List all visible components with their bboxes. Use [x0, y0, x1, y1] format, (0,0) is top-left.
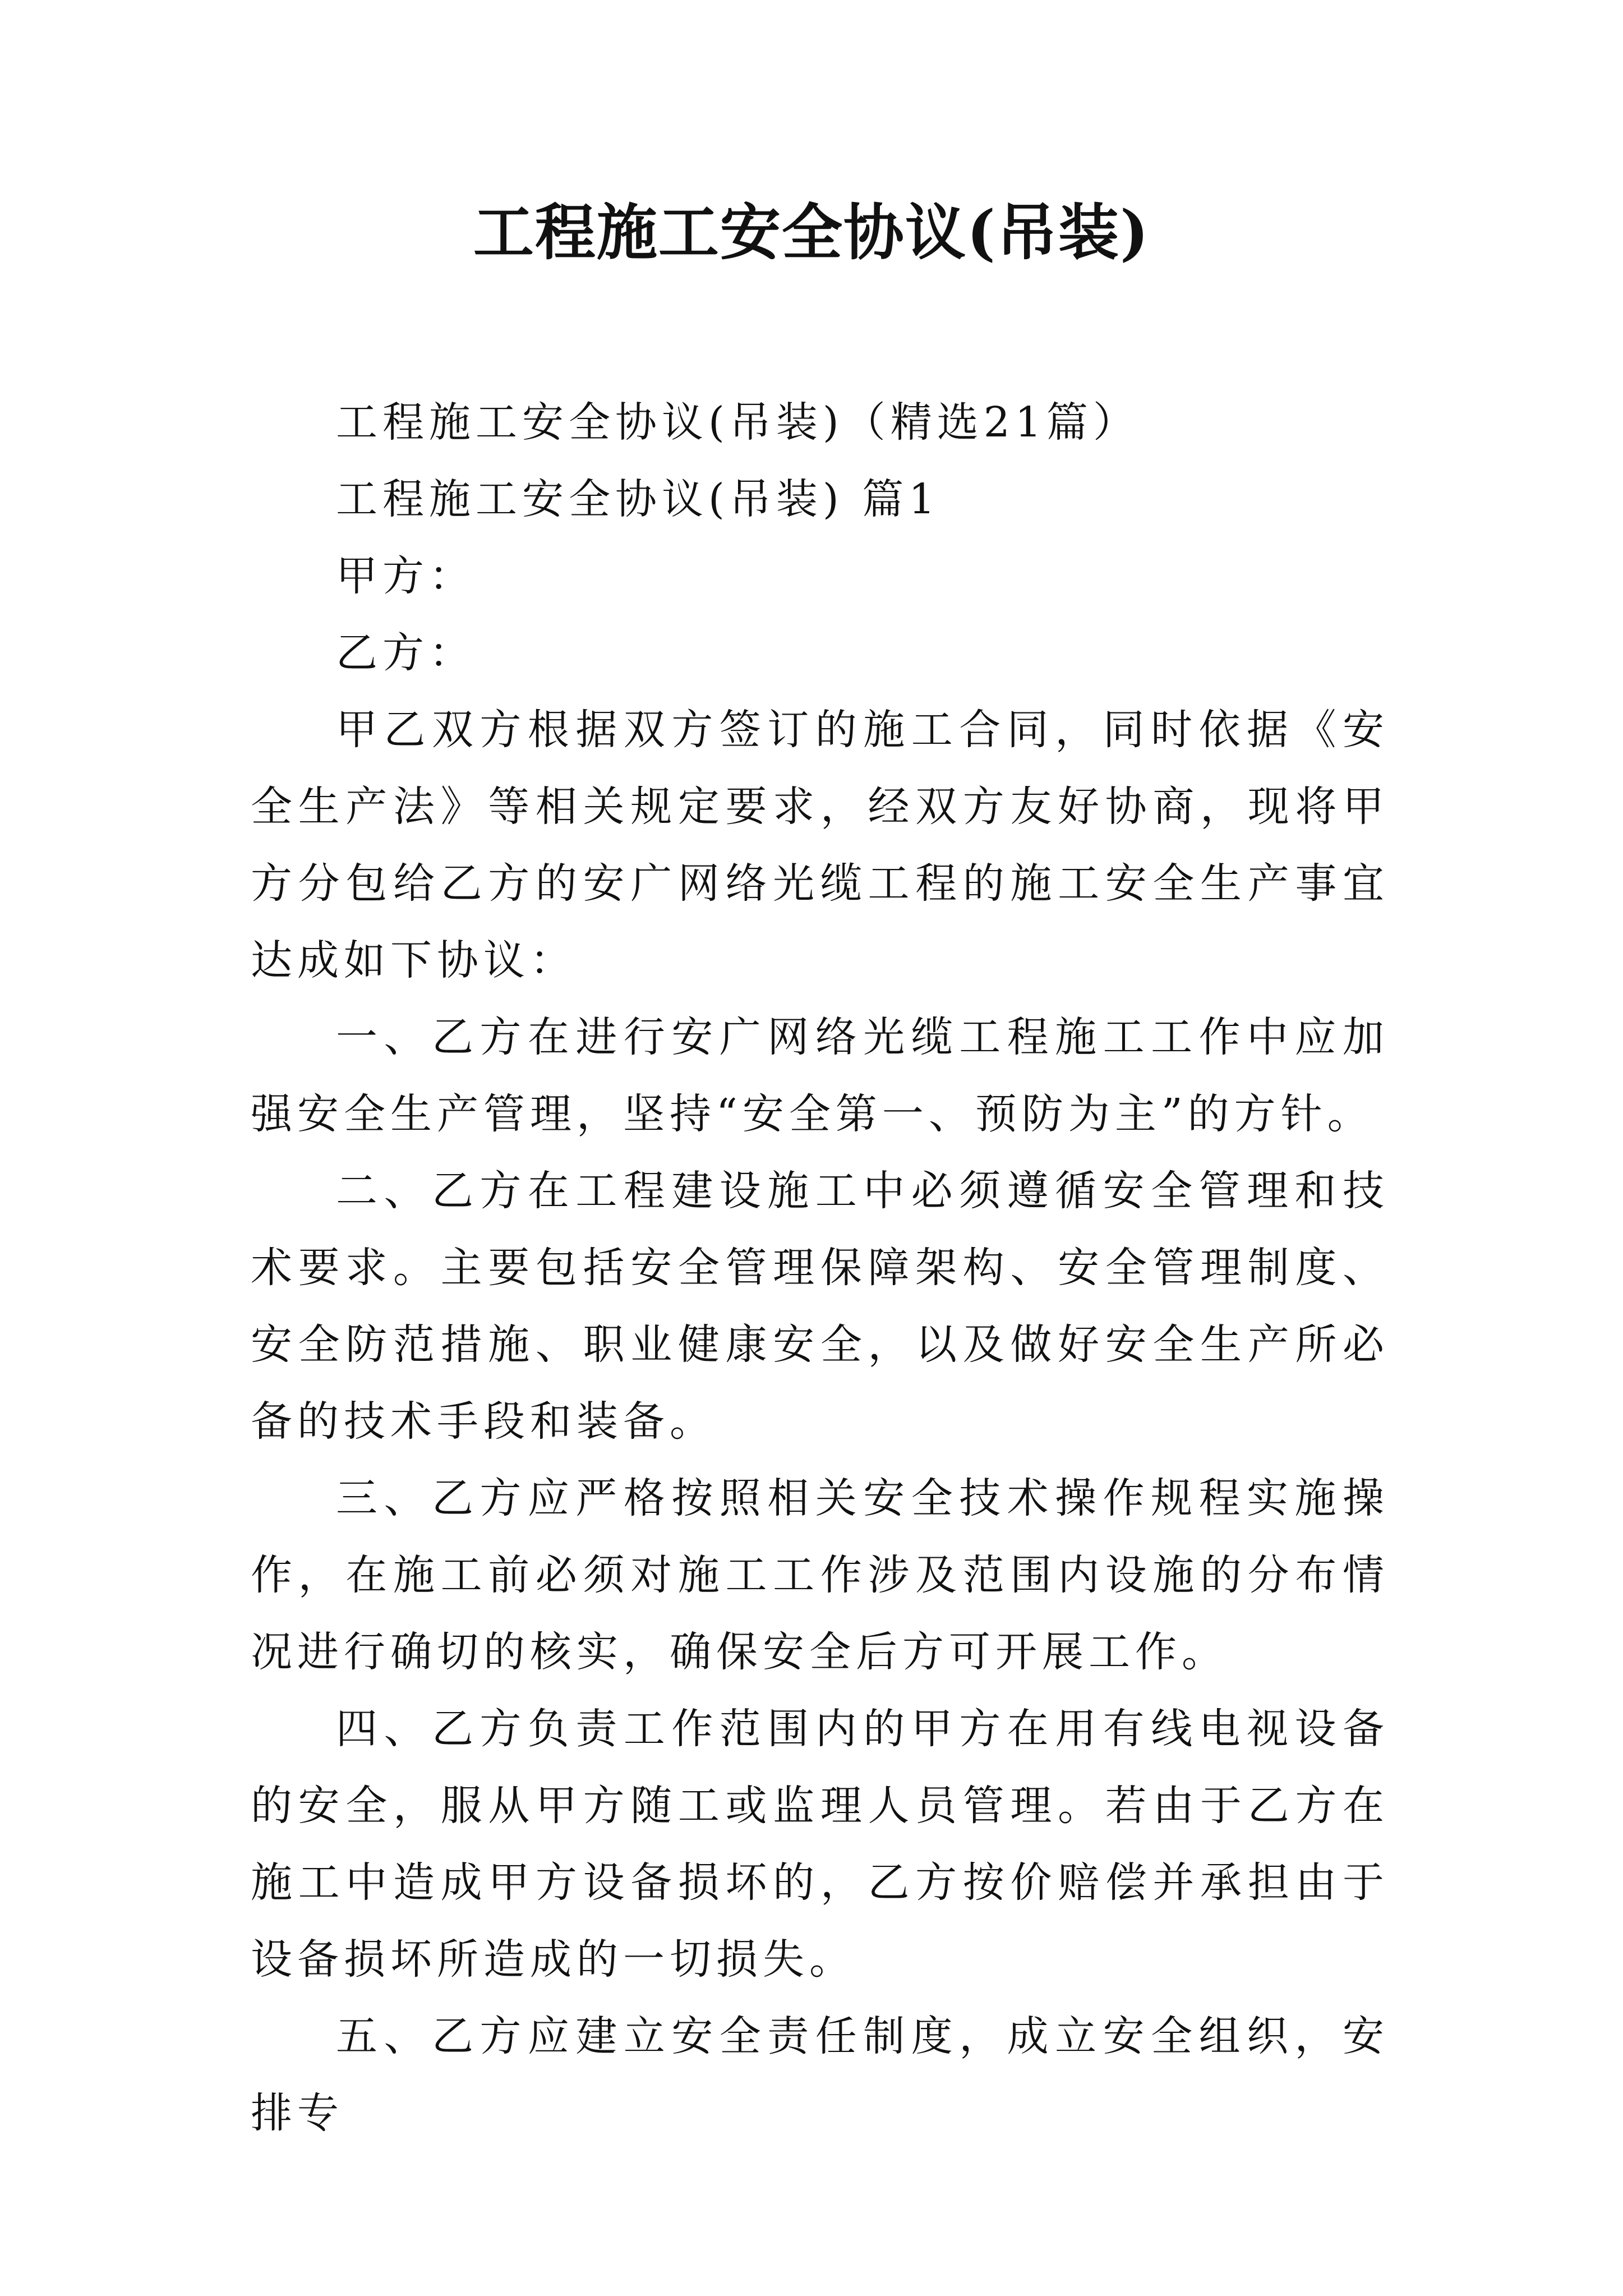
clause-paragraph-3: 三、乙方应严格按照相关安全技术操作规程实施操作，在施工前必须对施工工作涉及范围内设施的分布情况进行确切的核实，确保安全后方可开展工作。 [251, 1474, 1389, 1676]
party-b-line: 乙方： [336, 629, 476, 677]
clause-paragraph-1: 一、乙方在进行安广网络光缆工程施工工作中应加强安全生产管理，坚持“安全第一、预防为主”的方针。 [251, 1013, 1389, 1138]
preamble-paragraph: 甲乙双方根据双方签订的施工合同，同时依据《安全生产法》等相关规定要求，经双方友好协商，现将甲方分包给乙方的安广网络光缆工程的施工安全生产事宜达成如下协议： [251, 706, 1389, 984]
party-a-line: 甲方： [336, 552, 476, 600]
section-heading: 工程施工安全协议(吊装) 篇1 [336, 475, 940, 523]
document-body [251, 384, 1389, 2152]
subtitle-paragraph: 工程施工安全协议(吊装)（精选21篇） [336, 398, 1140, 447]
clause-paragraph-4: 四、乙方负责工作范围内的甲方在用有线电视设备的安全，服从甲方随工或监理人员管理。若由于乙方在施工中造成甲方设备损坏的，乙方按价赔偿并承担由于设备损坏所造成的一切损失。 [251, 1705, 1389, 1984]
document-title: 工程施工安全协议(吊装) [473, 197, 1150, 268]
clause-paragraph-5: 五、乙方应建立安全责任制度，成立安全组织，安排专 [251, 2012, 1389, 2137]
clause-paragraph-2: 二、乙方在工程建设施工中必须遵循安全管理和技术要求。主要包括安全管理保障架构、安全管理制度、安全防范措施、职业健康安全，以及做好安全生产所必备的技术手段和装备。 [251, 1167, 1389, 1446]
